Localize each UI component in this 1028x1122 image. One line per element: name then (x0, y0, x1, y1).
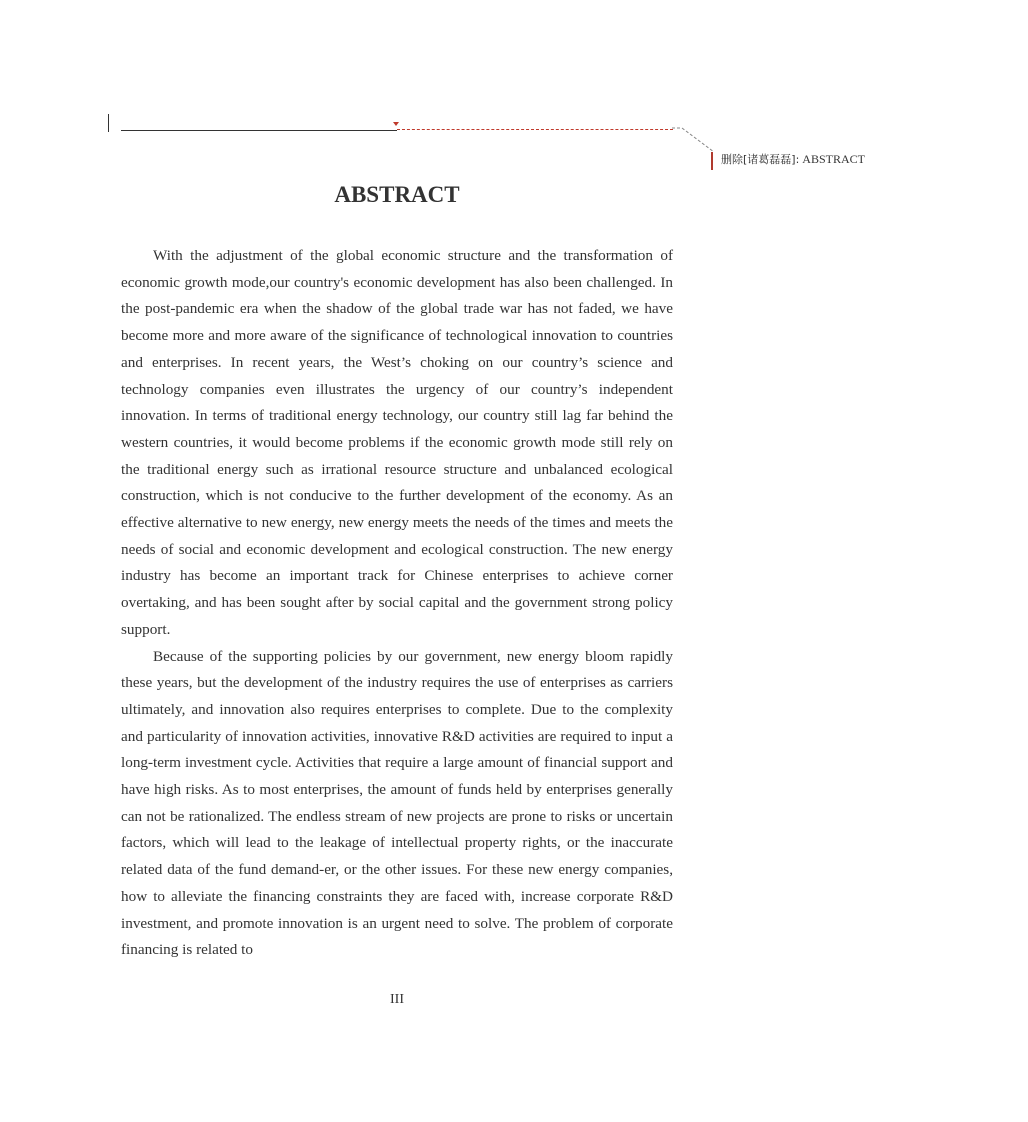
deleted-header-rule (397, 129, 673, 130)
page-title: ABSTRACT (334, 182, 460, 207)
comment-leader-line (672, 126, 718, 154)
change-bar (108, 114, 109, 132)
revision-anchor-icon (393, 122, 399, 126)
abstract-body (121, 243, 673, 964)
revision-comment-balloon[interactable] (711, 152, 865, 170)
comment-label: 删除[诸葛磊磊]: (721, 153, 800, 166)
page-number: III (390, 992, 404, 1007)
paragraph: With the adjustment of the global economic structure and the transformation of economic growth mode,our country's economic development has also been challenged. In the post-pandemic era when the shadow of the global trade war has not faded, we have become more and more aware of the significance of technological innovation to countries and enterprises. In recent years, the West’s choking on our country’s science and technology companies even illustrates the urgency of our country’s independent innovation. In terms of traditional energy technology, our country still lag far behind the western countries, it would become problems if the economic growth mode still rely on the traditional energy such as irrational resource structure and unbalanced ecological construction, which is not conducive to the further development of the economy. As an effective alternative to new energy, new energy meets the needs of the times and meets the needs of social and economic development and ecological construction. The new energy industry has become an important track for Chinese enterprises to achieve corner overtaking, and has been sought after by social capital and the government strong policy support. (121, 247, 673, 638)
paragraph: Because of the supporting policies by our government, new energy bloom rapidly these years, but the development of the industry requires the use of enterprises as carriers ultimately, and innovation also requires enterprises to complete. Due to the complexity and particularity of innovation activities, innovative R&D activities are required to input a long-term investment cycle. Activities that require a large amount of financial support and have high risks. As to most enterprises, the amount of funds held by enterprises generally can not be rationalized. The endless stream of new projects are prone to risks or uncertain factors, which will lead to the leakage of intellectual property rights, or the inaccurate related data of the fund demand-er, or the other issues. For these new energy companies, how to alleviate the financing constraints they are faced with, increase corporate R&D investment, and promote innovation is an urgent need to solve. The problem of corporate financing is related to (121, 647, 673, 959)
comment-text: ABSTRACT (802, 152, 865, 166)
header-rule (121, 130, 397, 131)
